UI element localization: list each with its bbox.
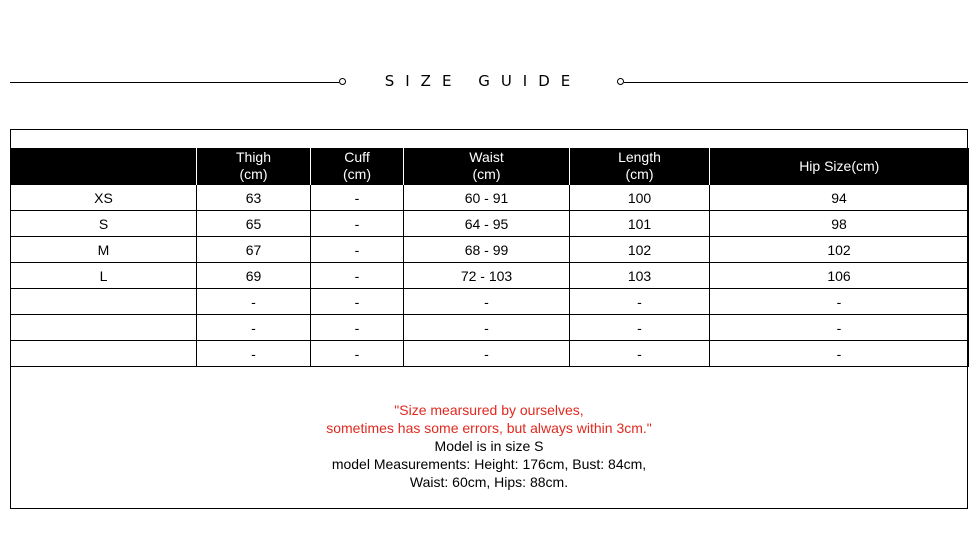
table-cell: -: [710, 341, 969, 367]
table-header-row: [11, 148, 969, 185]
table-cell: -: [570, 341, 710, 367]
note-model-measurements-line1: model Measurements: Height: 176cm, Bust: 84cm,: [331, 456, 647, 472]
note-model-size: Model is in size S: [434, 438, 544, 454]
table-cell: S: [11, 211, 197, 237]
table-cell: -: [404, 289, 570, 315]
header-hip-size: [710, 148, 969, 185]
table-cell: [11, 341, 197, 367]
table-cell: -: [710, 289, 969, 315]
table-cell: 102: [710, 237, 969, 263]
header-label: Cuff: [344, 149, 370, 165]
table-cell: -: [570, 315, 710, 341]
header-label: Thigh: [235, 149, 272, 165]
header-label: Waist: [469, 149, 504, 165]
header-length: [570, 148, 710, 185]
note-model-measurements-line2: Waist: 60cm, Hips: 88cm.: [409, 474, 569, 490]
table-cell: -: [404, 341, 570, 367]
size-table: [10, 148, 969, 367]
title-divider-left: [10, 82, 339, 83]
table-cell: L: [11, 263, 197, 289]
table-row: [11, 237, 969, 263]
table-row: [11, 289, 969, 315]
size-notes: [10, 401, 968, 491]
table-cell: 65: [197, 211, 311, 237]
table-cell: [11, 315, 197, 341]
note-disclaimer-line2: sometimes has some errors, but always within 3cm.": [326, 420, 652, 436]
table-cell: XS: [11, 185, 197, 211]
table-row: [11, 185, 969, 211]
table-cell: -: [197, 289, 311, 315]
table-cell: -: [311, 289, 404, 315]
table-row: [11, 263, 969, 289]
title-circle-ornament-right: [617, 78, 624, 85]
table-cell: 106: [710, 263, 969, 289]
header-size: [11, 148, 197, 185]
table-row: [11, 341, 969, 367]
header-label: Length: [618, 149, 661, 165]
table-cell: 100: [570, 185, 710, 211]
table-cell: 69: [197, 263, 311, 289]
table-cell: 102: [570, 237, 710, 263]
header-unit: (cm): [239, 166, 268, 182]
table-cell: 68 - 99: [404, 237, 570, 263]
table-cell: -: [404, 315, 570, 341]
table-cell: -: [197, 315, 311, 341]
title-circle-ornament-left: [339, 78, 346, 85]
table-cell: 103: [570, 263, 710, 289]
title-row: [0, 70, 980, 96]
header-label: Hip Size(cm): [799, 157, 880, 174]
table-cell: 60 - 91: [404, 185, 570, 211]
table-cell: 98: [710, 211, 969, 237]
header-cuff: [311, 148, 404, 185]
table-cell: -: [311, 211, 404, 237]
note-disclaimer-line1: "Size mearsured by ourselves,: [394, 402, 584, 418]
table-cell: -: [311, 341, 404, 367]
table-cell: M: [11, 237, 197, 263]
table-cell: -: [710, 315, 969, 341]
table-cell: -: [197, 341, 311, 367]
header-unit: (cm): [625, 166, 654, 182]
table-cell: 64 - 95: [404, 211, 570, 237]
header-thigh: [197, 148, 311, 185]
table-row: [11, 315, 969, 341]
table-cell: 72 - 103: [404, 263, 570, 289]
table-cell: 63: [197, 185, 311, 211]
table-cell: [11, 289, 197, 315]
table-cell: 67: [197, 237, 311, 263]
title-divider-right: [624, 82, 968, 83]
table-cell: -: [311, 185, 404, 211]
page-title: SIZE GUIDE: [384, 72, 582, 90]
table-cell: -: [311, 237, 404, 263]
table-cell: -: [311, 315, 404, 341]
header-waist: [404, 148, 570, 185]
table-row: [11, 211, 969, 237]
table-cell: -: [570, 289, 710, 315]
table-cell: 94: [710, 185, 969, 211]
header-unit: (cm): [343, 166, 371, 182]
table-cell: -: [311, 263, 404, 289]
header-unit: (cm): [472, 166, 501, 182]
table-cell: 101: [570, 211, 710, 237]
